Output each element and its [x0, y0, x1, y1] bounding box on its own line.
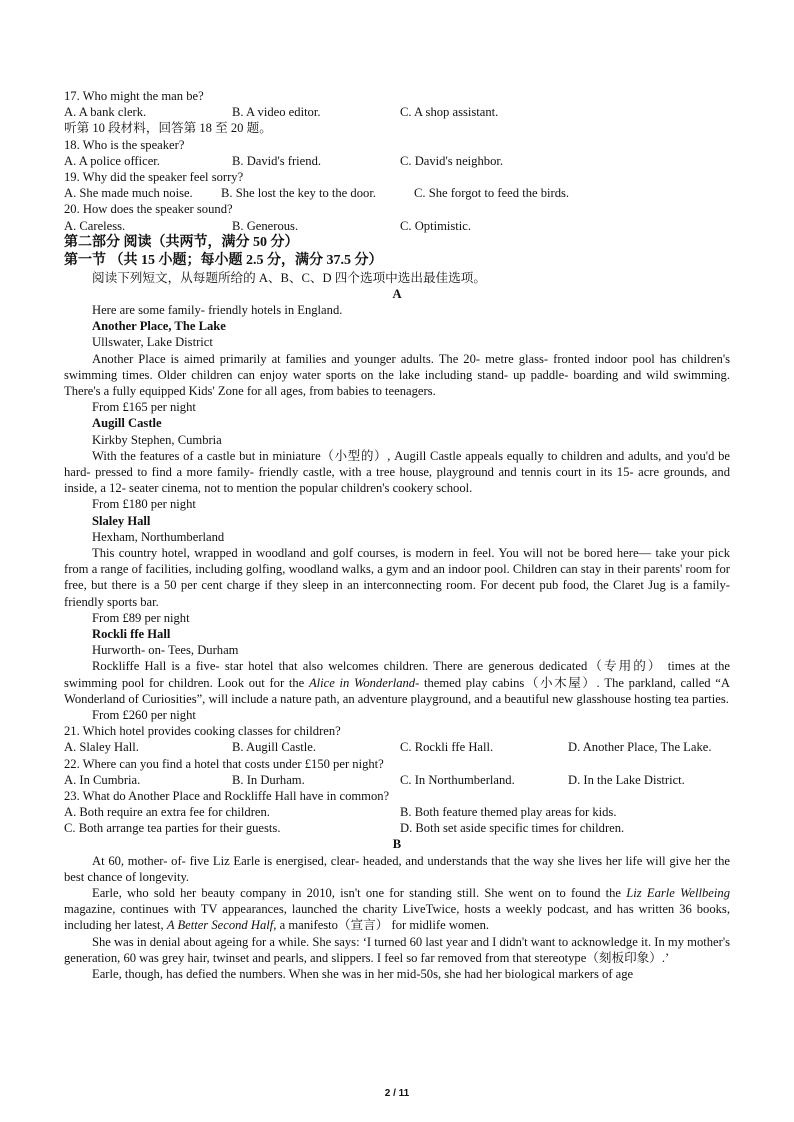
hotel-2-price: From £180 per night	[92, 497, 196, 512]
option-18-b: B. David's friend.	[232, 153, 322, 168]
option-23-b: B. Both feature themed play areas for kids.	[400, 805, 617, 820]
p2-italic-magazine: Liz Earle Wellbeing	[626, 886, 730, 901]
question-23: 23. What do Another Place and Rockliffe Hall have in common?	[64, 788, 390, 803]
hotel-3-name: Slaley Hall	[92, 513, 151, 528]
hotel-1-location: Ullswater, Lake District	[92, 335, 213, 350]
hotel-4-desc-italic: Alice in Wonderland	[308, 675, 416, 690]
question-22: 22. Where can you find a hotel that costs under £150 per night?	[64, 756, 384, 771]
option-23-a: A. Both require an extra fee for children.	[64, 805, 270, 820]
passage-a-letter: A	[392, 286, 402, 301]
option-17-b: B. A video editor.	[232, 105, 321, 120]
p2-part1: Earle, who sold her beauty company in 2010, isn't one for standing still. She went on to found the	[92, 886, 627, 901]
reading-instruction: 阅读下列短文，从每题所给的 A、B、C、D 四个选项中选出最佳选项。	[92, 270, 486, 285]
option-19-a: A. She made much noise.	[64, 186, 193, 201]
listening-instruction: 听第 10 段材料，回答第 18 至 20 题。	[64, 121, 272, 136]
option-21-b: B. Augill Castle.	[232, 740, 316, 755]
options-23-row2	[64, 820, 730, 836]
option-22-b: B. In Durham.	[232, 772, 305, 787]
question-19: 19. Why did the speaker feel sorry?	[64, 169, 244, 184]
options-18	[64, 153, 730, 169]
option-19-b: B. She lost the key to the door.	[221, 186, 376, 201]
p2-part3: , a manifesto（宣言） for midlife women.	[273, 918, 490, 933]
options-20	[64, 218, 730, 234]
option-21-c: C. Rockli ffe Hall.	[400, 740, 494, 755]
option-22-a: A. In Cumbria.	[64, 772, 141, 787]
question-20: 20. How does the speaker sound?	[64, 202, 233, 217]
question-17: 17. Who might the man be?	[64, 89, 204, 103]
option-21-a: A. Slaley Hall.	[64, 740, 139, 755]
option-20-a: A. Careless.	[64, 218, 126, 233]
hotel-2-description: With the features of a castle but in miniature（小型的）, Augill Castle appeals equally to children and adults, and you'd be hard- pressed to find a more family- friendly castle, with a tree house, playground and tennis court in its 15- acre grounds, and inside, a 12- seater cinema, not to mention the popular children's cookery school.	[64, 448, 730, 496]
option-18-c: C. David's neighbor.	[400, 153, 504, 168]
page-content	[64, 88, 730, 982]
hotel-4-name: Rockli ffe Hall	[92, 626, 171, 641]
options-17	[64, 104, 730, 120]
option-19-c: C. She forgot to feed the birds.	[414, 186, 570, 201]
option-23-d: D. Both set aside specific times for children.	[400, 821, 625, 836]
option-20-c: C. Optimistic.	[400, 218, 472, 233]
hotel-2-location: Kirkby Stephen, Cumbria	[92, 432, 222, 447]
passage-b-letter: B	[392, 837, 402, 852]
option-20-b: B. Generous.	[232, 218, 299, 233]
passage-b-paragraph-2	[64, 885, 730, 934]
option-22-c: C. In Northumberland.	[400, 772, 515, 787]
hotel-1-name: Another Place, The Lake	[92, 319, 226, 334]
hotel-4-description	[64, 658, 730, 707]
hotel-1-price: From £165 per night	[92, 400, 196, 415]
hotel-4-desc-part1: Rockliffe Hall is a five- star hotel that also welcomes children. There are generous dedicated（专用的） times at the swimming pool for children. Look out for the	[64, 659, 730, 690]
hotel-4-desc-part2: - themed play cabins（小木屋）. The parkland, called “A Wonderland of Curiosities”, will include a nature path, an adventure playground, and a beautiful new glasshouse hosting tea parties.	[64, 675, 730, 706]
hotel-2-name: Augill Castle	[92, 416, 162, 431]
options-22	[64, 772, 730, 788]
passage-b-paragraph-3: She was in denial about ageing for a while. She says: ‘I turned 60 last year and I didn't want to acknowledge it. In my mother's generation, 60 was grey hair, twinset and pearls, and slippers. I feel so far removed from that stereotype（刻板印象）.’	[64, 934, 730, 965]
options-23-row1	[64, 804, 730, 820]
hotel-4-price: From £260 per night	[92, 707, 196, 722]
options-19	[64, 185, 730, 201]
option-23-c: C. Both arrange tea parties for their guests.	[64, 821, 281, 836]
p2-part2: magazine, continues with TV appearances, launched the charity LiveTwice, hosts a weekly podcast, and has written 36 books, including her latest,	[64, 902, 730, 933]
hotel-3-description: This country hotel, wrapped in woodland and golf courses, is modern in feel. You will not be bored here— take your pick from a range of facilities, including golfing, woodland walks, a gym and an indoor pool. Children can stay in their parents' room for free, but there is a 50 per cent charge if they sleep in an interconnecting room. For decent pub food, the Claret Jug is a family- friendly sports bar.	[64, 545, 730, 609]
page-number: 2 / 11	[384, 1088, 410, 1099]
option-17-a: A. A bank clerk.	[64, 105, 147, 120]
section1-title: 第一节 （共 15 小题；每小题 2.5 分，满分 37.5 分）	[64, 252, 383, 268]
p2-italic-book: A Better Second Half	[166, 918, 274, 933]
passage-b-paragraph-4: Earle, though, has defied the numbers. When she was in her mid-50s, she had her biological markers of age	[92, 967, 634, 982]
passage-b-paragraph-1: At 60, mother- of- five Liz Earle is energised, clear- headed, and understands that the way she lives her life will give her the best chance of longevity.	[64, 853, 730, 884]
hotel-3-price: From £89 per night	[92, 610, 190, 625]
part2-title: 第二部分 阅读（共两节，满分 50 分）	[64, 234, 299, 250]
passage-a-intro: Here are some family- friendly hotels in England.	[92, 303, 343, 318]
hotel-1-description: Another Place is aimed primarily at families and younger adults. The 20- metre glass- fronted indoor pool has children's swimming times. Older children can enjoy water sports on the lake including stand- up paddle- boarding and wild swimming. There's a fully equipped Kids' Zone for all ages, from babies to teenagers.	[64, 351, 730, 399]
hotel-4-location: Hurworth- on- Tees, Durham	[92, 643, 239, 658]
option-22-d: D. In the Lake District.	[568, 772, 685, 787]
question-21: 21. Which hotel provides cooking classes for children?	[64, 724, 341, 739]
option-17-c: C. A shop assistant.	[400, 105, 499, 120]
option-18-a: A. A police officer.	[64, 153, 160, 168]
hotel-3-location: Hexham, Northumberland	[92, 529, 225, 544]
options-21	[64, 739, 730, 755]
option-21-d: D. Another Place, The Lake.	[568, 740, 712, 755]
question-18: 18. Who is the speaker?	[64, 137, 185, 152]
